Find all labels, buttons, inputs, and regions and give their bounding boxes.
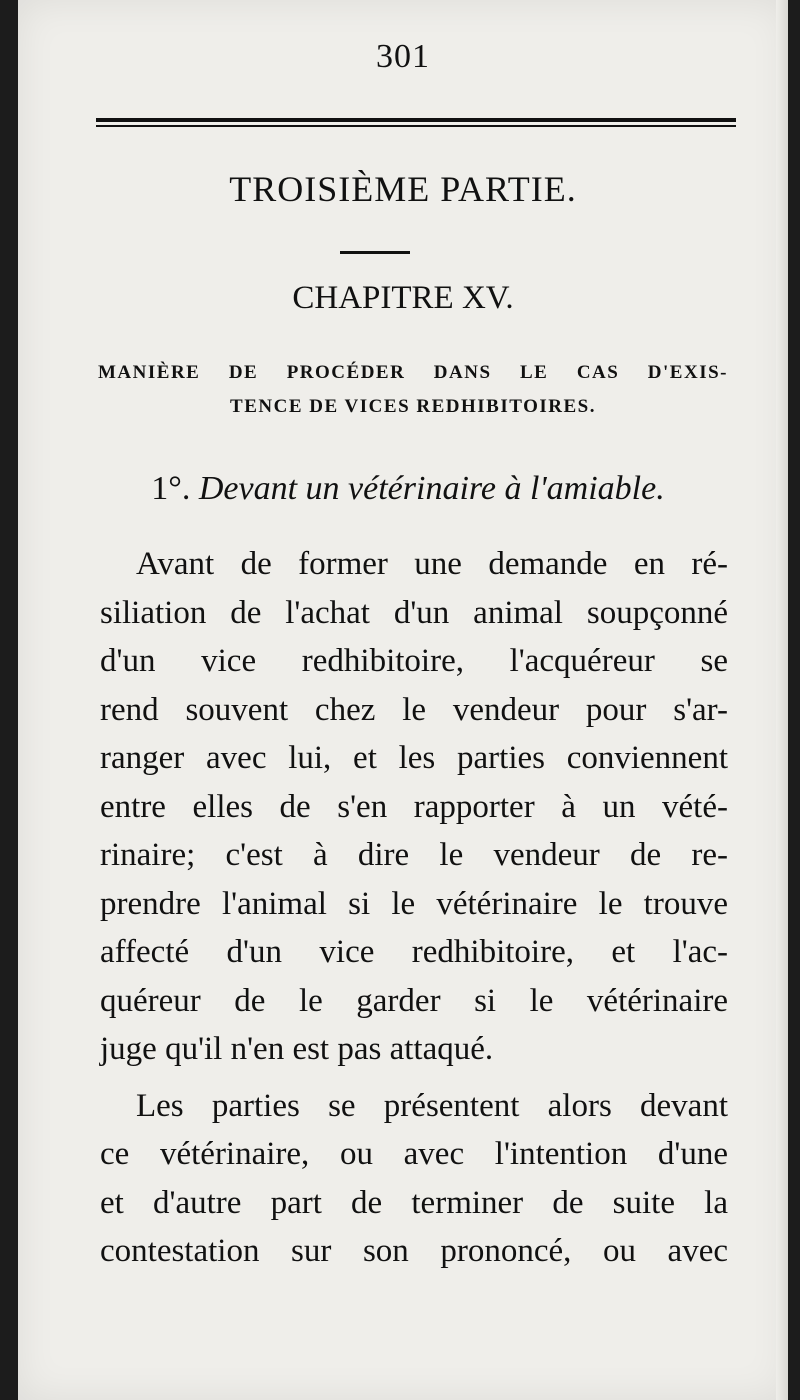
text-line: affecté d'un vice redhibitoire, et l'ac- [100,934,728,970]
section-number: 1°. [151,470,191,507]
text-line: prendre l'animal si le vétérinaire le trouve [100,885,728,922]
text-line: quéreur de le garder si le vétérinaire [100,982,728,1019]
text-line: et d'autre part de terminer de suite la [100,1184,728,1221]
body-text [100,540,728,1276]
subtitle-line: MANIÈRE DE PROCÉDER DANS LE CAS D'EXIS- [98,362,728,383]
text-line: ranger avec lui, et les parties conviennent [100,740,728,776]
text-line: rinaire; c'est à dire le vendeur de re- [100,837,728,873]
chapter-title: CHAPITRE XV. [292,280,514,316]
section-heading [78,470,738,508]
subtitle-line: TENCE DE VICES REDHIBITOIRES. [230,396,596,417]
section-divider-rule [340,251,410,254]
text-line: contestation sur son prononcé, ou avec [100,1233,728,1269]
book-page [18,0,788,1400]
header-double-rule [96,118,736,128]
page-edge [776,0,788,1400]
paragraph-gap [100,1074,728,1082]
text-line: entre elles de s'en rapporter à un vété- [100,788,728,825]
chapter-subtitle [98,356,728,424]
paragraph [100,1082,728,1276]
text-line: rend souvent chez le vendeur pour s'ar- [100,691,728,728]
paragraph [100,540,728,1074]
text-line: juge qu'il n'en est pas attaqué. [100,1031,494,1067]
text-line: siliation de l'achat d'un animal soupçonné [100,594,728,631]
text-line: d'un vice redhibitoire, l'acquéreur se [100,643,728,679]
part-title: TROISIÈME PARTIE. [229,169,577,209]
page-number: 301 [376,38,430,75]
section-title: Devant un vétérinaire à l'amiable. [198,470,665,507]
text-line: Avant de former une demande en ré- [136,546,728,582]
text-line: ce vétérinaire, ou avec l'intention d'une [100,1136,728,1172]
text-line: Les parties se présentent alors devant [136,1087,728,1124]
